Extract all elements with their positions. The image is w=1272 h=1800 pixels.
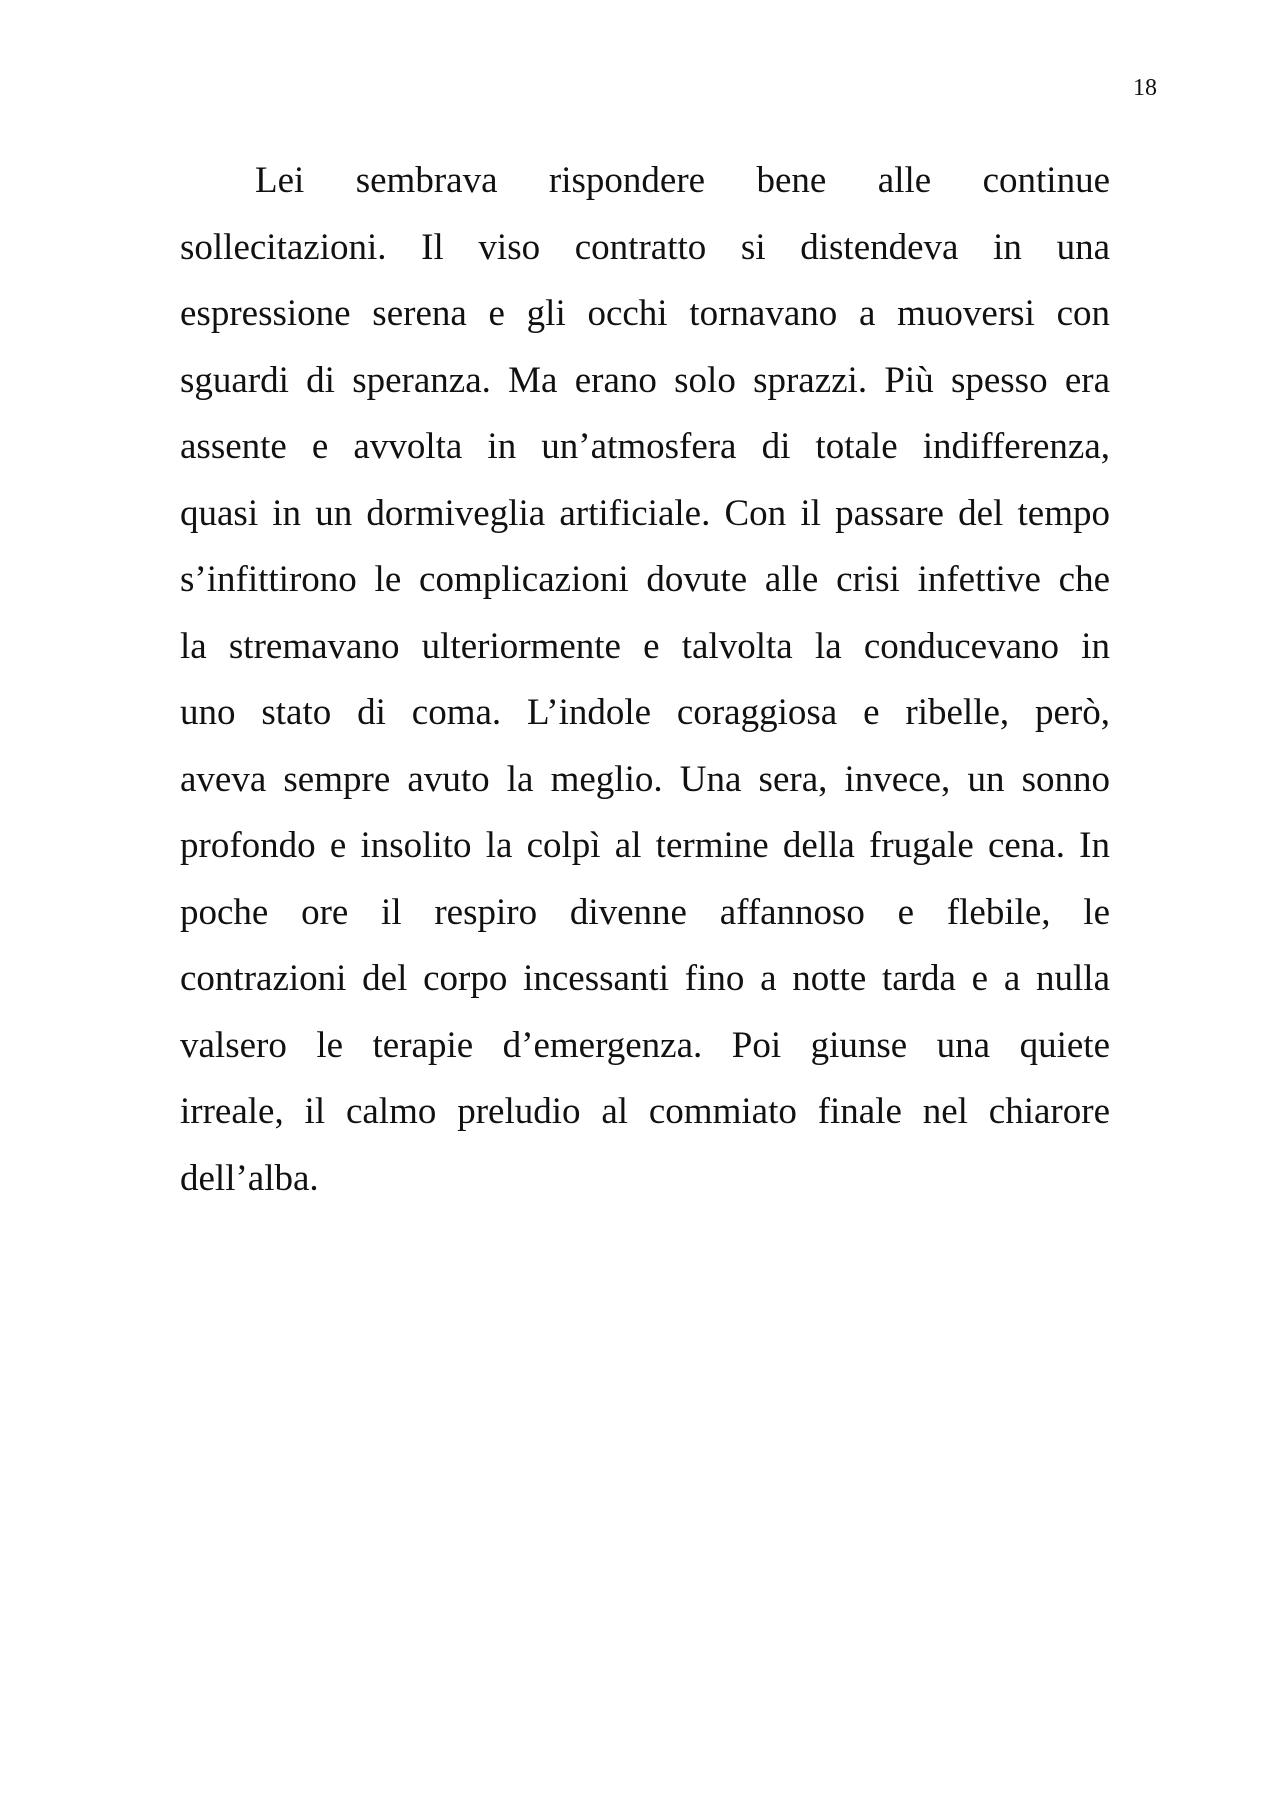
paragraph-line: la stremavano ulteriormente e talvolta la conducevano in <box>180 625 1110 667</box>
paragraph-line: dell’alba. <box>180 1157 319 1199</box>
paragraph-line: sguardi di speranza. Ma erano solo sprazzi. Più spesso era <box>180 359 1110 401</box>
paragraph-line: Lei sembrava rispondere bene alle continue <box>255 160 1110 201</box>
paragraph-line: contrazioni del corpo incessanti fino a notte tarda e a nulla <box>180 958 1110 999</box>
paragraph-line: quasi in un dormiveglia artificiale. Con il passare del tempo <box>180 492 1110 534</box>
page-number: 18 <box>1133 75 1157 101</box>
paragraph-line: profondo e insolito la colpì al termine della frugale cena. In <box>180 825 1110 866</box>
paragraph-line: aveva sempre avuto la meglio. Una sera, invece, un sonno <box>180 758 1110 800</box>
paragraph-line: poche ore il respiro divenne affannoso e flebile, le <box>180 891 1110 933</box>
paragraph-line: valsero le terapie d’emergenza. Poi giunse una quiete <box>180 1024 1110 1066</box>
paragraph-line: s’infittirono le complicazioni dovute alle crisi infettive che <box>180 559 1110 600</box>
paragraph-line: espressione serena e gli occhi tornavano a muoversi con <box>180 293 1110 334</box>
paragraph-line: irreale, il calmo preludio al commiato finale nel chiarore <box>180 1091 1110 1132</box>
paragraph-line: sollecitazioni. Il viso contratto si distendeva in una <box>180 226 1110 268</box>
body-paragraph <box>180 148 1110 1212</box>
paragraph-line: uno stato di coma. L’indole coraggiosa e ribelle, però, <box>180 692 1110 733</box>
paragraph-line: assente e avvolta in un’atmosfera di totale indifferenza, <box>180 426 1110 467</box>
